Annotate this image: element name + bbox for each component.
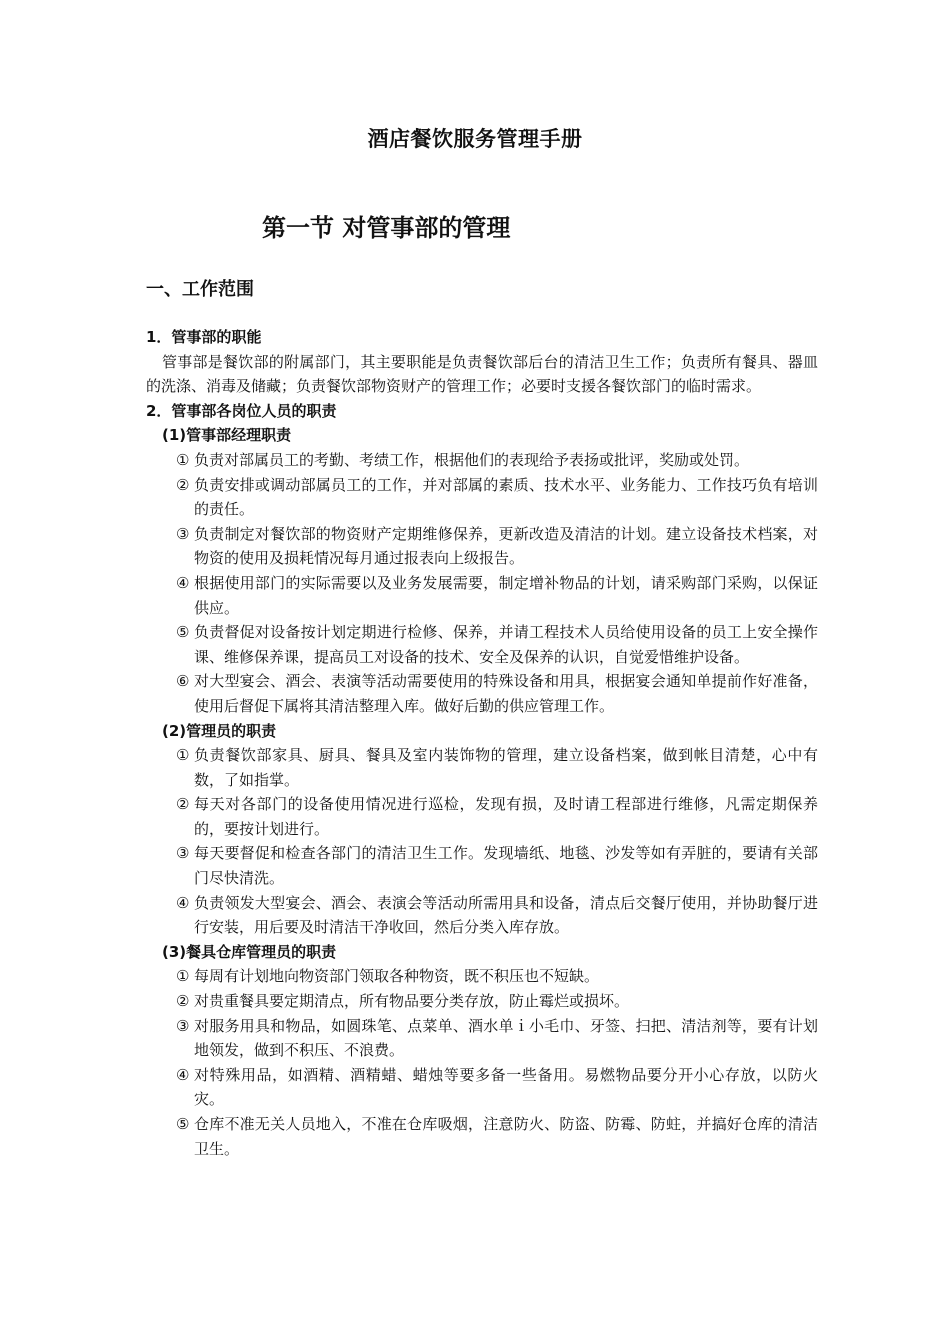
list-item bbox=[146, 1014, 818, 1063]
item-text: 负责对部属员工的考勤、考绩工作，根据他们的表现给予表扬或批评，奖励或处罚。 bbox=[194, 450, 750, 469]
item-number: ① bbox=[176, 967, 190, 986]
group-heading: (3)餐具仓库管理员的职责 bbox=[162, 942, 337, 961]
item-number: ④ bbox=[176, 893, 190, 912]
heading-work-scope: 一、工作范围 bbox=[146, 279, 254, 300]
subheading-department-function: 1．管事部的职能 bbox=[146, 328, 262, 346]
item-text: 负责领发大型宴会、酒会、表演会等活动所需用具和设备，清点后交餐厅使用，并协助餐厅进行安装，用后要及时清洁干净收回，然后分类入库存放。 bbox=[194, 893, 818, 937]
item-text: 根据使用部门的实际需要以及业务发展需要，制定增补物品的计划，请采购部门采购，以保证供应。 bbox=[194, 573, 818, 617]
item-text: 负责餐饮部家具、厨具、餐具及室内装饰物的管理，建立设备档案，做到帐目清楚，心中有数，了如指掌。 bbox=[194, 746, 818, 789]
list-item bbox=[146, 743, 818, 792]
list-item bbox=[146, 669, 818, 718]
item-text: 每周有计划地向物资部门领取各种物资，既不积压也不短缺。 bbox=[194, 967, 600, 986]
item-number: ① bbox=[176, 746, 190, 765]
group-heading: (2)管理员的职责 bbox=[162, 721, 277, 740]
list-item bbox=[146, 448, 818, 473]
list-item bbox=[146, 522, 818, 571]
list-item bbox=[146, 841, 818, 890]
item-text: 对服务用具和物品，如圆珠笔、点菜单、酒水单ｉ小毛巾、牙签、扫把、清洁剂等，要有计划地领发，做到不积压、不浪费。 bbox=[194, 1016, 818, 1060]
item-number: ④ bbox=[176, 573, 190, 592]
item-number: ③ bbox=[176, 524, 190, 543]
item-number: ③ bbox=[176, 1016, 190, 1035]
list-item bbox=[146, 964, 818, 989]
list-item bbox=[146, 1112, 818, 1161]
group-heading: (1)管事部经理职责 bbox=[162, 426, 292, 445]
section-title: 第一节 对管事部的管理 bbox=[262, 214, 511, 242]
item-text: 负责督促对设备按计划定期进行检修、保养，并请工程技术人员给使用设备的员工上安全操作课、维修保养课，提高员工对设备的技术、安全及保养的认识，自觉爱惜维护设备。 bbox=[194, 623, 818, 666]
document-body bbox=[146, 325, 818, 1161]
list-item bbox=[146, 620, 818, 669]
list-item bbox=[146, 571, 818, 620]
item-text: 负责安排或调动部属员工的工作，并对部属的素质、技术水平、业务能力、工作技巧负有培训的责任。 bbox=[194, 475, 818, 519]
item-number: ③ bbox=[176, 844, 190, 863]
item-text: 每天要督促和检查各部门的清洁卫生工作。发现墙纸、地毯、沙发等如有弄脏的，要请有关部门尽快清洗。 bbox=[194, 844, 818, 888]
item-text: 每天对各部门的设备使用情况进行巡检，发现有损，及时请工程部进行维修，凡需定期保养的，要按计划进行。 bbox=[194, 795, 818, 838]
item-number: ⑤ bbox=[176, 623, 190, 642]
item-number: ⑥ bbox=[176, 672, 190, 691]
item-number: ② bbox=[176, 795, 190, 814]
item-text: 对特殊用品，如酒精、酒精蜡、蜡烛等要多备一些备用。易燃物品要分开小心存放，以防火灾。 bbox=[194, 1065, 818, 1109]
item-text: 对大型宴会、酒会、表演等活动需要使用的特殊设备和用具，根据宴会通知单提前作好准备，使用后督促下属将其清洁整理入库。做好后勤的供应管理工作。 bbox=[194, 672, 818, 715]
item-number: ④ bbox=[176, 1065, 190, 1084]
list-item bbox=[146, 792, 818, 841]
list-item bbox=[146, 989, 818, 1014]
item-text: 负责制定对餐饮部的物资财产定期维修保养，更新改造及清洁的计划。建立设备技术档案，对物资的使用及损耗情况每月通过报表向上级报告。 bbox=[194, 524, 818, 568]
list-item bbox=[146, 473, 818, 522]
subheading-position-duties: 2．管事部各岗位人员的职责 bbox=[146, 401, 337, 420]
item-number: ① bbox=[176, 450, 190, 469]
item-number: ② bbox=[176, 475, 190, 494]
item-number: ⑤ bbox=[176, 1115, 190, 1133]
document-title: 酒店餐饮服务管理手册 bbox=[367, 127, 583, 151]
item-number: ② bbox=[176, 992, 190, 1011]
list-item bbox=[146, 1063, 818, 1112]
list-item bbox=[146, 891, 818, 940]
item-text: 对贵重餐具要定期清点，所有物品要分类存放，防止霉烂或损坏。 bbox=[194, 992, 630, 1011]
paragraph-department-function: 管事部是餐饮部的附属部门，其主要职能是负责餐饮部后台的清洁卫生工作；负责所有餐具、器皿的洗涤、消毒及储藏；负责餐饮部物资财产的管理工作；必要时支援各餐饮部门的临时需求。 bbox=[146, 352, 818, 396]
item-text: 仓库不准无关人员地入，不准在仓库吸烟，注意防火、防盗、防霉、防蛀，并搞好仓库的清洁卫生。 bbox=[194, 1115, 818, 1158]
